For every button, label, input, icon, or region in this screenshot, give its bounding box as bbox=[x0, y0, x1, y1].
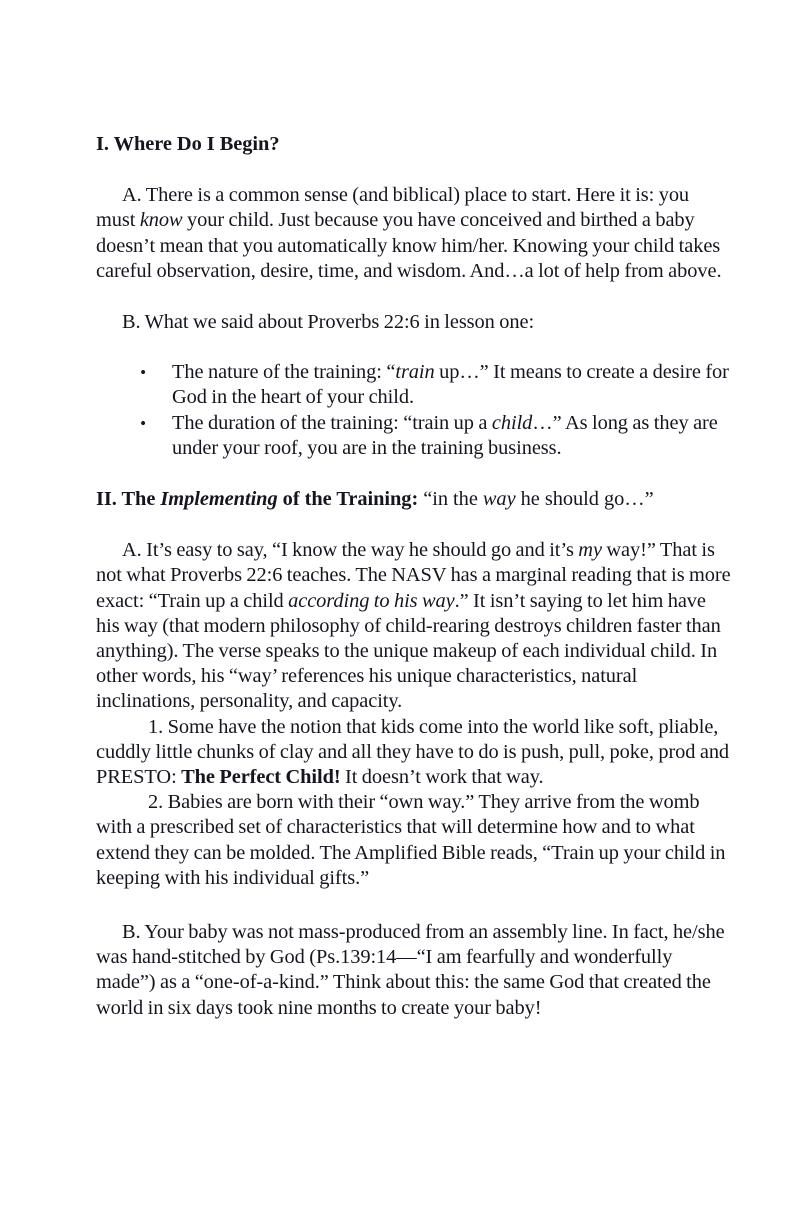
spacer bbox=[96, 512, 732, 538]
document-body bbox=[96, 132, 732, 1021]
bullet-1-text-1: The nature of the training: “ bbox=[172, 361, 396, 384]
section-1-paragraph-b bbox=[96, 310, 732, 335]
section-1-heading-text: I. Where Do I Begin? bbox=[96, 133, 280, 155]
section-2-heading-bold-1: II. The bbox=[96, 488, 161, 511]
para-a-text-2: your child. Just because you have conceived and birthed a baby doesn’t mean that you automatically know him/her. Knowing your child takes careful observation, desire, time, and wisdom. And…a lot of help from above. bbox=[96, 209, 722, 282]
num-1-text-1: 1. Some have the notion that kids come into the world like soft, pliable, cuddly little chunks of clay and all they have to do is push, pull, poke, prod and PRESTO: bbox=[96, 715, 730, 789]
s2-para-a-text-2: way!” That is not what Proverbs 22:6 teaches. The NASV has a marginal reading that is more exact: “Train up a child bbox=[96, 539, 731, 612]
num-1-text-2: It doesn’t work that way. bbox=[340, 766, 544, 789]
num-2-text: 2. Babies are born with their “own way.” They arrive from the womb with a prescribed set of characteristics that will determine how and to what extend they can be molded. The Amplified Bible reads, “Train up your child in keeping with his individual gifts.” bbox=[96, 791, 726, 889]
section-1-paragraph-a bbox=[96, 183, 732, 284]
spacer bbox=[96, 157, 732, 183]
spacer bbox=[96, 461, 732, 487]
section-2-numbered-2 bbox=[96, 790, 732, 891]
section-2-paragraph-a bbox=[96, 538, 732, 714]
section-2-heading-bold-2: of the Training: bbox=[277, 488, 419, 511]
bullet-1-text-2: up…” It means to create a desire for God in the heart of your child. bbox=[172, 361, 729, 409]
section-2-heading-quote-1: “in the bbox=[418, 488, 483, 511]
section-2-heading-italic-way: way bbox=[482, 488, 516, 511]
spacer bbox=[96, 335, 732, 360]
num-1-bold-perfect-child: The Perfect Child! bbox=[181, 766, 341, 789]
s2-para-a-text-3: .” It isn’t saying to let him have his way (that modern philosophy of child-rearing destroys children faster than anything). The verse speaks to the unique makeup of each individual child. In other words, his “way’ references his unique characteristics, natural inclinations, personality, and capacity. bbox=[96, 589, 721, 713]
list-item bbox=[96, 360, 732, 410]
spacer bbox=[96, 891, 732, 920]
bullet-1-italic-train: train bbox=[395, 361, 435, 384]
section-2-heading-quote-2: he should go…” bbox=[515, 488, 654, 511]
section-2-numbered-1 bbox=[96, 715, 732, 791]
para-b-text: B. What we said about Proverbs 22:6 in lesson one: bbox=[122, 311, 535, 334]
bullet-icon: • bbox=[140, 363, 146, 383]
bullet-2-text-2: …” As long as they are under your roof, you are in the training business. bbox=[172, 411, 718, 459]
list-item bbox=[96, 411, 732, 461]
section-1-bullet-list bbox=[96, 360, 732, 461]
s2-para-b-text: B. Your baby was not mass-produced from an assembly line. In fact, he/she was hand-stitched by God (Ps.139:14—“I am fearfully and wonderfully made”) as a “one-of-a-kind.” Think about this: the same God that created the world in six days took nine months to create your baby! bbox=[96, 921, 725, 1019]
para-a-text-1: A. There is a common sense (and biblical) place to start. Here it is: you must bbox=[96, 184, 690, 232]
section-1-heading bbox=[96, 132, 732, 157]
section-2-paragraph-b bbox=[96, 920, 732, 1021]
s2-para-a-text-1: A. It’s easy to say, “I know the way he should go and it’s bbox=[122, 539, 579, 562]
s2-para-a-italic-according-to-his-way: according to his way bbox=[288, 589, 455, 612]
s2-para-a-italic-my: my bbox=[578, 539, 602, 562]
spacer bbox=[96, 284, 732, 310]
bullet-icon: • bbox=[140, 413, 146, 433]
section-2-heading bbox=[96, 487, 732, 512]
para-a-italic-know: know bbox=[139, 209, 183, 232]
section-2-heading-implementing: Implementing bbox=[160, 488, 278, 511]
bullet-2-italic-child: child bbox=[491, 411, 533, 434]
bullet-2-text-1: The duration of the training: “train up a bbox=[172, 411, 492, 434]
